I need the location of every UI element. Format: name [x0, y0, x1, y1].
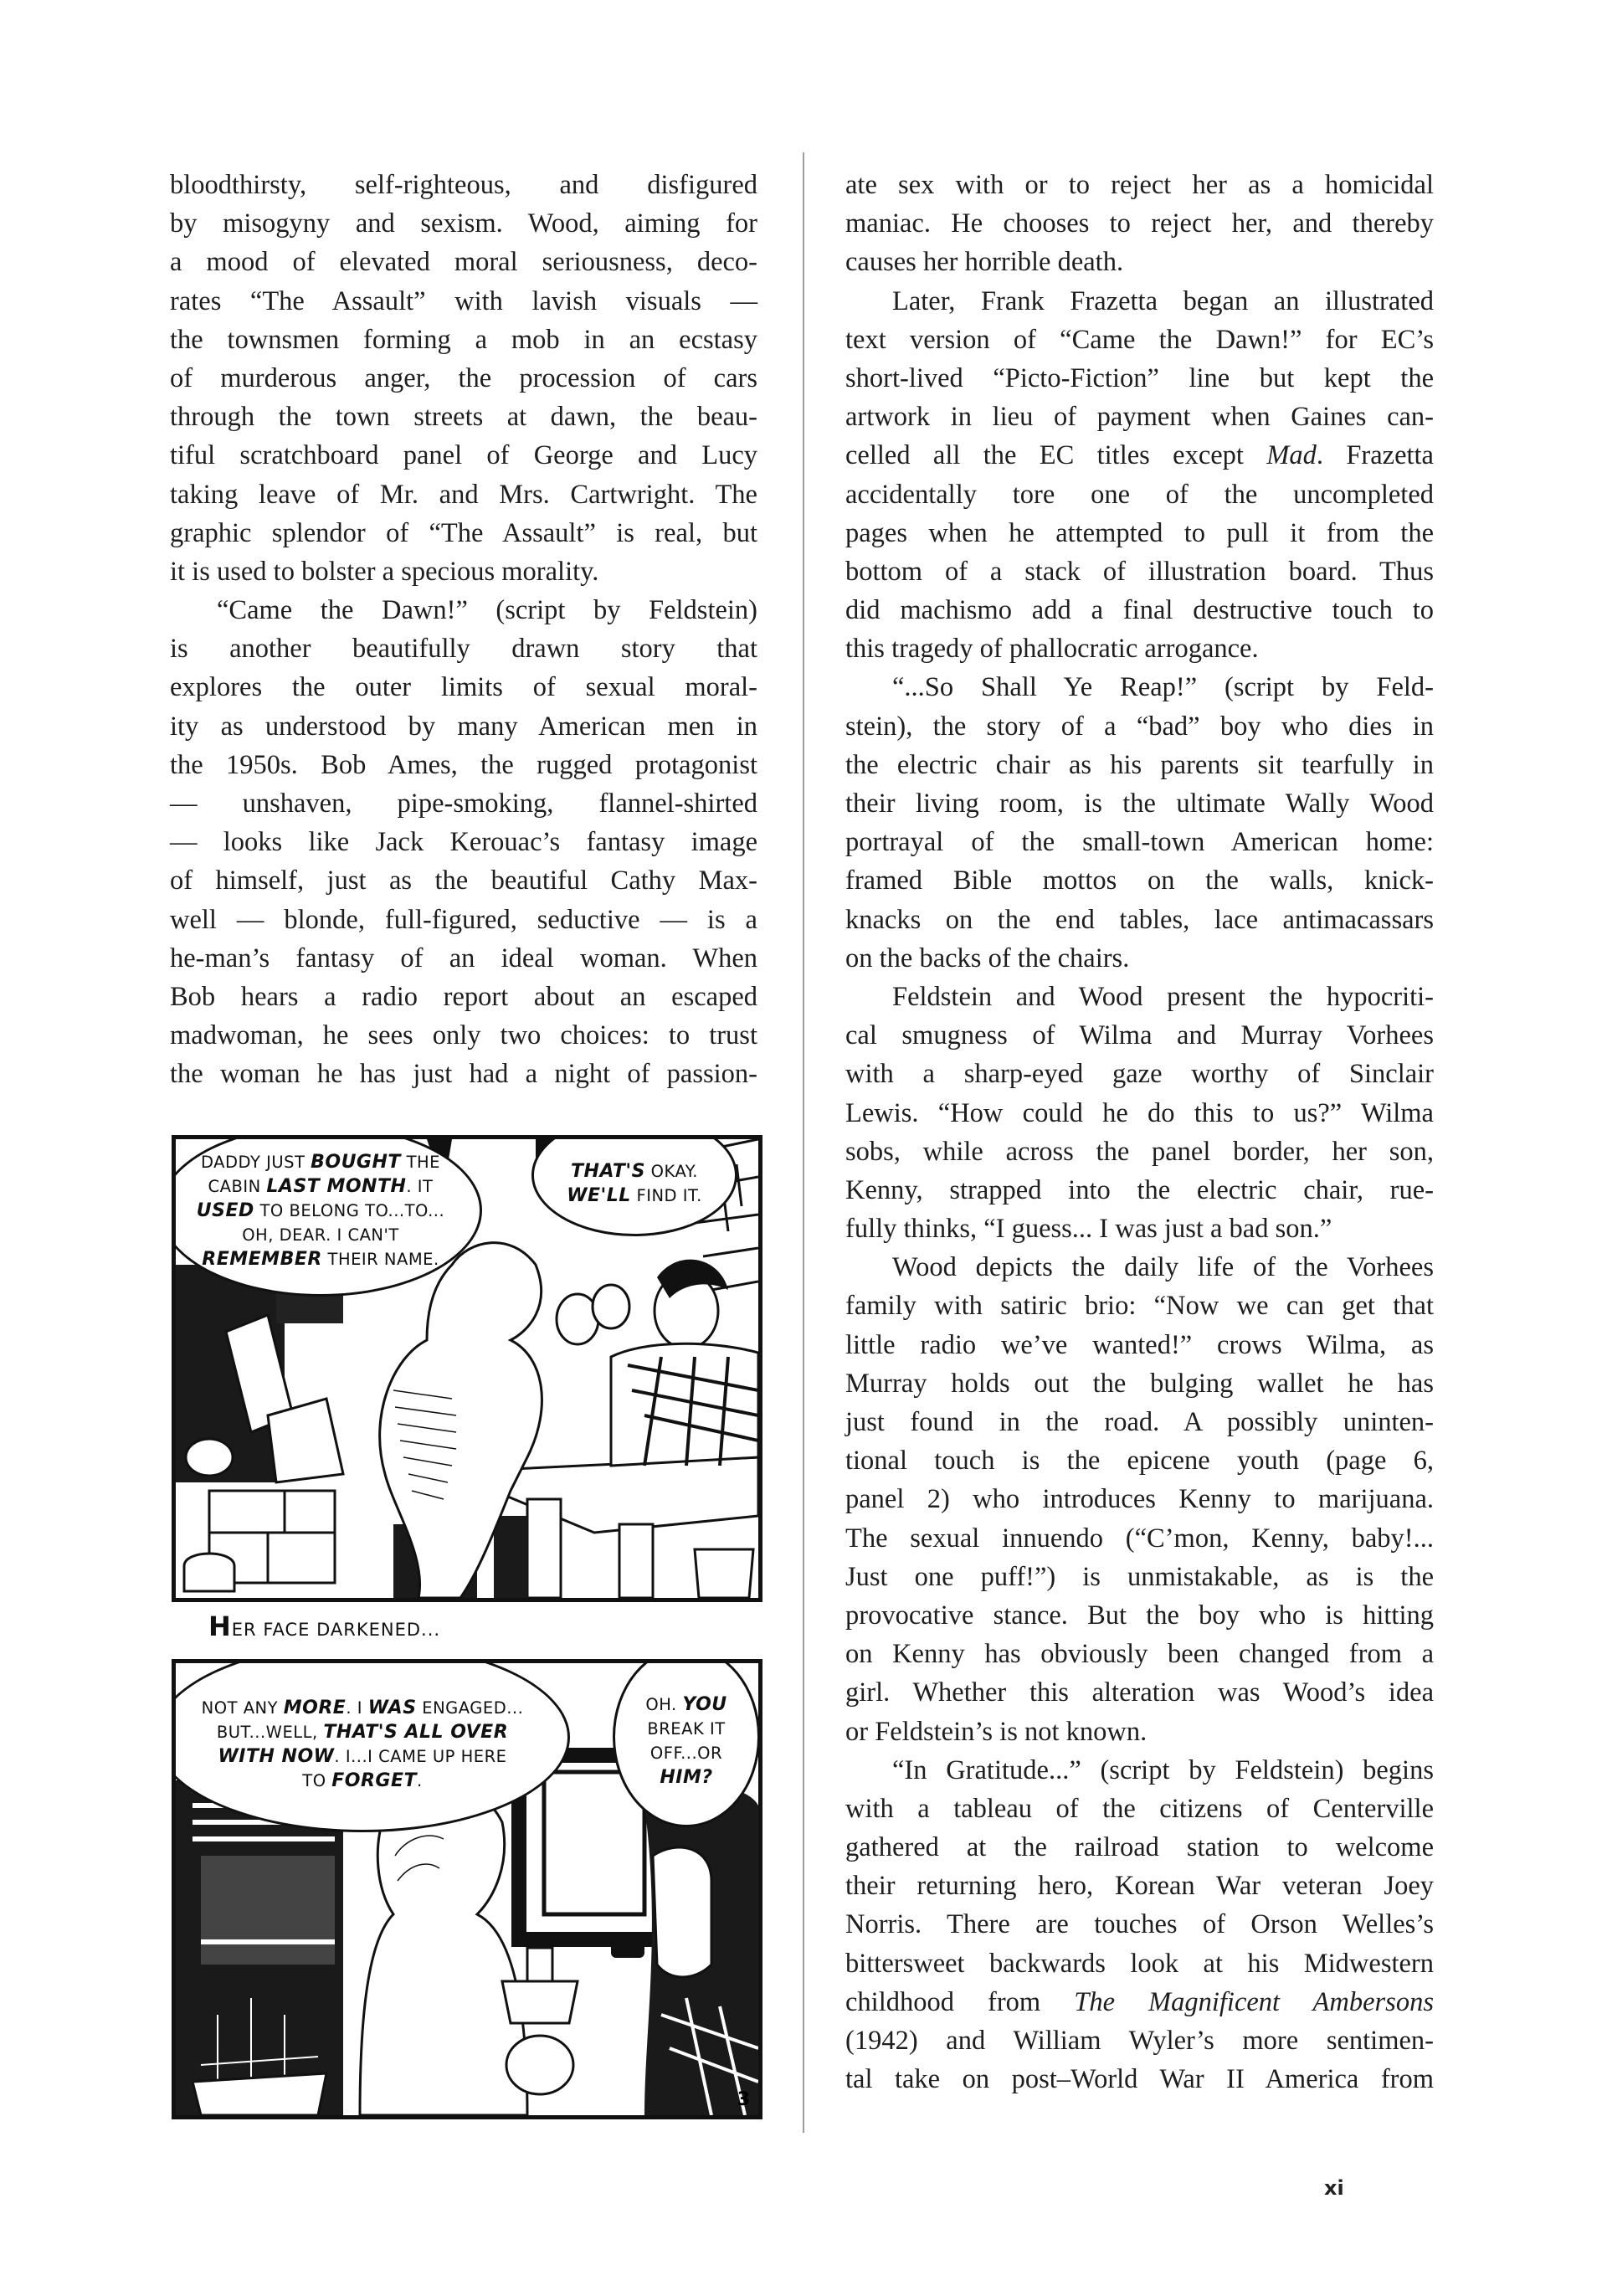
text-line: or Feldstein’s is not known.	[845, 1716, 1147, 1747]
comic-panel-1	[172, 1135, 762, 1602]
text-line: causes her horrible death.	[845, 247, 1124, 278]
text-line: fully thinks, “I guess... I was just a bad son.”	[845, 1214, 1332, 1245]
balloon-line: WE'LL FIND IT.	[567, 1185, 702, 1206]
right-text-column	[845, 166, 1434, 2098]
comic-illustration	[172, 1135, 757, 2131]
text-line: framed Bible mottos on the walls, knick-	[845, 865, 1434, 896]
text-line: graphic splendor of “The Assault” is real, but	[170, 517, 757, 548]
text-line: — looks like Jack Kerouac’s fantasy image	[170, 827, 757, 858]
text-line: accidentally tore one of the uncompleted	[845, 479, 1434, 510]
balloon-line: REMEMBER THEIR NAME.	[202, 1248, 439, 1270]
text-line: “In Gratitude...” (script by Feldstein) begins	[892, 1754, 1434, 1785]
comic-panel-2	[172, 1659, 762, 2119]
text-line: is another beautifully drawn story that	[170, 634, 757, 665]
text-line: The sexual innuendo (“C’mon, Kenny, baby!...	[845, 1523, 1434, 1554]
text-line: Lewis. “How could he do this to us?” Wilma	[845, 1097, 1434, 1128]
balloon-line: CABIN LAST MONTH. IT	[208, 1175, 434, 1197]
text-line: he-man’s fantasy of an ideal woman. When	[170, 943, 757, 973]
text-line: “...So Shall Ye Reap!” (script by Feld-	[892, 672, 1434, 703]
text-line: family with satiric brio: “Now we can get that	[845, 1291, 1434, 1322]
text-line: with a tableau of the citizens of Centerville	[845, 1793, 1434, 1824]
text-line: cal smugness of Wilma and Murray Vorhees	[845, 1020, 1434, 1051]
text-line: on the backs of the chairs.	[845, 943, 1130, 973]
text-line: (1942) and William Wyler’s more sentimen-	[845, 2026, 1434, 2056]
text-line: provocative stance. But the boy who is hitting	[845, 1600, 1434, 1631]
text-line: just found in the road. A possibly uninten-	[845, 1407, 1434, 1437]
caption-text: ER FACE DARKENED...	[231, 1620, 441, 1640]
text-line: with a sharp-eyed gaze worthy of Sinclair	[845, 1059, 1434, 1090]
text-line: the woman he has just had a night of passion-	[170, 1059, 757, 1090]
text-line: bottom of a stack of illustration board. Thus	[845, 556, 1434, 587]
balloon-line: BREAK IT	[647, 1719, 726, 1739]
text-line: celled all the EC titles except Mad. Frazetta	[845, 440, 1434, 471]
text-line: of himself, just as the beautiful Cathy Max-	[170, 865, 757, 896]
text-line: the townsmen forming a mob in an ecstasy	[170, 324, 757, 355]
text-line: tiful scratchboard panel of George and Lucy	[170, 440, 757, 471]
text-line: maniac. He chooses to reject her, and thereby	[845, 208, 1434, 239]
panel-caption	[208, 1610, 440, 1642]
text-line: well — blonde, full-figured, seductive — is a	[170, 904, 757, 935]
text-line: the electric chair as his parents sit tearfully in	[845, 749, 1434, 780]
text-line: stein), the story of a “bad” boy who dies in	[845, 711, 1434, 742]
balloon-line: DADDY JUST BOUGHT THE	[200, 1151, 440, 1173]
text-line: sobs, while across the panel border, her son,	[845, 1136, 1434, 1167]
text-line: childhood from The Magnificent Ambersons	[845, 1986, 1434, 2017]
text-line: Murray holds out the bulging wallet he has	[845, 1368, 1434, 1399]
text-line: by misogyny and sexism. Wood, aiming for	[170, 208, 757, 239]
text-line: girl. Whether this alteration was Wood’s idea	[845, 1677, 1434, 1708]
text-line: pages when he attempted to pull it from the	[845, 517, 1434, 548]
text-line: the 1950s. Bob Ames, the rugged protagonist	[170, 749, 757, 780]
text-line: it is used to bolster a specious morality.	[170, 556, 599, 587]
text-line: this tragedy of phallocratic arrogance.	[845, 634, 1259, 665]
text-line: short-lived “Picto-Fiction” line but kept the	[845, 362, 1434, 393]
text-line: portrayal of the small-town American home:	[845, 827, 1434, 858]
column-divider	[803, 152, 804, 2133]
text-line: Norris. There are touches of Orson Welles’s	[845, 1909, 1434, 1940]
text-line: text version of “Came the Dawn!” for EC’s	[845, 324, 1434, 355]
text-line: Feldstein and Wood present the hypocriti-	[892, 981, 1434, 1012]
balloon-line: HIM?	[660, 1767, 713, 1788]
text-line: “Came the Dawn!” (script by Feldstein)	[217, 595, 757, 626]
text-line: their returning hero, Korean War veteran Joey	[845, 1871, 1434, 1902]
text-line: through the town streets at dawn, the beau-	[170, 402, 757, 433]
balloon-line: OH, DEAR. I CAN'T	[242, 1225, 399, 1245]
balloon-line: OFF...OR	[649, 1744, 723, 1763]
text-line: did machismo add a final destructive touch to	[845, 595, 1434, 626]
left-text-column	[170, 166, 757, 1094]
balloon-line: WITH NOW. I...I CAME UP HERE	[218, 1745, 507, 1767]
text-line: ity as understood by many American men in	[170, 711, 757, 742]
text-line: tal take on post–World War II America from	[845, 2064, 1434, 2095]
balloon-line: NOT ANY MORE. I WAS ENGAGED...	[201, 1697, 524, 1718]
text-line: madwoman, he sees only two choices: to trust	[170, 1020, 757, 1051]
caption-drop-cap: H	[208, 1610, 232, 1642]
text-line: explores the outer limits of sexual moral-	[170, 672, 757, 703]
text-line: Kenny, strapped into the electric chair, rue-	[845, 1174, 1434, 1205]
text-line: on Kenny has obviously been changed from a	[845, 1639, 1434, 1670]
text-line: bloodthirsty, self-righteous, and disfigured	[170, 170, 757, 200]
balloon-line: OH. YOU	[645, 1694, 727, 1715]
text-line: Just one puff!”) is unmistakable, as is the	[845, 1561, 1434, 1592]
text-line: of murderous anger, the procession of cars	[170, 362, 757, 393]
text-line: bittersweet backwards look at his Midwestern	[845, 1948, 1434, 1979]
text-line: rates “The Assault” with lavish visuals —	[170, 285, 757, 316]
text-line: knacks on the end tables, lace antimacassars	[845, 904, 1434, 935]
text-line: little radio we’ve wanted!” crows Wilma, as	[845, 1329, 1434, 1360]
text-line: their living room, is the ultimate Wally Wood	[845, 788, 1434, 819]
text-line: Wood depicts the daily life of the Vorhees	[892, 1252, 1434, 1283]
page-number: xi	[1324, 2176, 1344, 2200]
comic-page-number: 3	[737, 2089, 750, 2110]
text-line: — unshaven, pipe-smoking, flannel-shirted	[170, 788, 757, 819]
text-line: panel 2) who introduces Kenny to marijuana.	[845, 1484, 1434, 1515]
text-line: Later, Frank Frazetta began an illustrated	[892, 285, 1434, 316]
balloon-line: THAT'S OKAY.	[571, 1161, 698, 1182]
text-line: gathered at the railroad station to welcome	[845, 1832, 1434, 1863]
text-line: tional touch is the epicene youth (page 6,	[845, 1446, 1434, 1477]
balloon-line: BUT...WELL, THAT'S ALL OVER	[216, 1721, 509, 1743]
balloon-line: USED TO BELONG TO...TO...	[196, 1199, 445, 1221]
text-line: a mood of elevated moral seriousness, deco-	[170, 247, 757, 278]
balloon-line: TO FORGET.	[302, 1770, 423, 1791]
text-line: ate sex with or to reject her as a homicidal	[845, 170, 1434, 200]
text-line: Bob hears a radio report about an escaped	[170, 981, 757, 1012]
text-line: taking leave of Mr. and Mrs. Cartwright. The	[170, 479, 757, 510]
text-line: artwork in lieu of payment when Gaines can-	[845, 402, 1434, 433]
